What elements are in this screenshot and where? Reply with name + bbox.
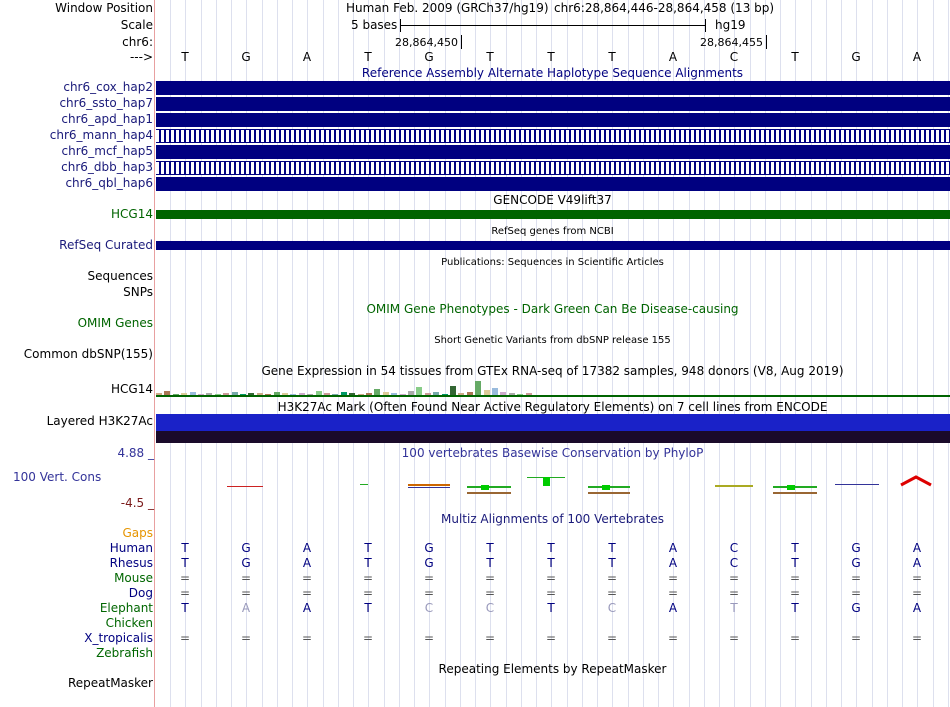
aligned-base: G: [241, 541, 251, 555]
refseq-track-title[interactable]: RefSeq genes from NCBI: [491, 226, 614, 237]
aligned-base: A: [912, 556, 922, 570]
aligned-base: =: [484, 586, 496, 600]
aligned-base: G: [424, 541, 434, 555]
haplotype-label[interactable]: chr6_mann_hap4: [49, 128, 153, 142]
phylop-mark-base-6c: [467, 492, 511, 494]
aligned-base: =: [911, 586, 923, 600]
species-label[interactable]: Rhesus: [109, 556, 153, 570]
species-label[interactable]: Chicken: [105, 616, 153, 630]
scale-bar: [400, 25, 706, 26]
phylop-mark-base-5a: [408, 484, 450, 486]
aligned-base: =: [362, 631, 374, 645]
aligned-base: =: [240, 571, 252, 585]
aligned-base: =: [301, 571, 313, 585]
publications-sequences-label[interactable]: Sequences: [87, 269, 153, 283]
species-label[interactable]: Dog: [128, 586, 153, 600]
species-label[interactable]: Human: [109, 541, 153, 555]
sequence-base: T: [791, 50, 799, 64]
phylop-mark-base-10: [715, 485, 753, 487]
ruler-tick-2: [766, 35, 767, 49]
aligned-base: =: [850, 631, 862, 645]
aligned-base: =: [911, 571, 923, 585]
phylop-mark-base-2: [227, 486, 263, 487]
aligned-base: T: [547, 601, 555, 615]
aligned-base: =: [179, 571, 191, 585]
phylop-mark-base-6b: [481, 485, 489, 490]
sequence-base: T: [364, 50, 372, 64]
repeatmasker-label[interactable]: RepeatMasker: [67, 676, 153, 690]
aligned-base: A: [668, 556, 678, 570]
haplotype-label[interactable]: chr6_dbb_hap3: [61, 160, 153, 174]
phylop-mark-base-11b: [787, 485, 795, 490]
window-position-label: Window Position: [55, 1, 153, 15]
species-label[interactable]: Elephant: [99, 601, 153, 615]
sequence-base: T: [608, 50, 616, 64]
haplotype-alignment-bar[interactable]: [156, 81, 950, 95]
aligned-base: T: [791, 601, 799, 615]
db-name: hg19: [715, 18, 746, 32]
aligned-base: T: [608, 541, 616, 555]
aligned-base: =: [362, 586, 374, 600]
aligned-base: T: [181, 541, 189, 555]
gtex-tissue-bar[interactable]: [416, 387, 422, 395]
aligned-base: G: [851, 556, 861, 570]
phylop-mark-base-8c: [588, 492, 630, 494]
phylop-mark-base-7b: [543, 477, 550, 486]
aligned-base: =: [484, 631, 496, 645]
aligned-base: C: [729, 541, 739, 555]
aligned-base: =: [484, 571, 496, 585]
publications-track-title[interactable]: Publications: Sequences in Scientific Articles: [441, 257, 664, 268]
aligned-base: =: [179, 586, 191, 600]
haplotype-label[interactable]: chr6_cox_hap2: [63, 80, 153, 94]
aligned-base: =: [789, 571, 801, 585]
aligned-base: =: [911, 631, 923, 645]
aligned-base: G: [424, 556, 434, 570]
sequence-base: A: [302, 50, 312, 64]
aligned-base: T: [791, 541, 799, 555]
aligned-base: C: [607, 601, 617, 615]
phylop-mark-base-12: [835, 484, 879, 485]
label-column-divider: [154, 0, 155, 707]
aligned-base: =: [667, 571, 679, 585]
strand-label: --->: [129, 50, 153, 64]
gencode-gene-label[interactable]: HCG14: [111, 207, 153, 221]
haplotype-label[interactable]: chr6_apd_hap1: [61, 112, 153, 126]
aligned-base: A: [302, 556, 312, 570]
aligned-base: =: [301, 631, 313, 645]
aligned-base: C: [424, 601, 434, 615]
omim-genes-label[interactable]: OMIM Genes: [77, 316, 153, 330]
aligned-base: A: [912, 601, 922, 615]
haplotype-alignment-bar[interactable]: [156, 177, 950, 191]
sequence-base: T: [181, 50, 189, 64]
scale-bar-left-tick: [400, 19, 401, 32]
ruler-tick-label-2: 28,864,455: [700, 36, 763, 49]
aligned-base: =: [606, 631, 618, 645]
phylop-min-label: -4.5 _: [120, 496, 154, 510]
gtex-gene-label[interactable]: HCG14: [111, 382, 153, 396]
haplotype-alignment-bar[interactable]: [156, 113, 950, 127]
dbsnp-track-title[interactable]: Short Genetic Variants from dbSNP release 155: [434, 335, 671, 346]
aligned-base: T: [486, 556, 494, 570]
sequence-base: G: [241, 50, 251, 64]
aligned-base: A: [302, 541, 312, 555]
phylop-mark-base-4: [360, 484, 368, 485]
h3k27ac-label[interactable]: Layered H3K27Ac: [46, 414, 153, 428]
repeatmasker-track-title[interactable]: Repeating Elements by RepeatMasker: [438, 662, 667, 676]
haplotype-label[interactable]: chr6_ssto_hap7: [59, 96, 153, 110]
phylop-max-label: 4.88 _: [117, 446, 154, 460]
gencode-gene-bar[interactable]: [156, 210, 950, 219]
h3k27ac-track-title[interactable]: H3K27Ac Mark (Often Found Near Active Regulatory Elements) on 7 cell lines from ENCODE: [277, 400, 828, 414]
phylop-mark-base-11c: [773, 492, 817, 494]
publications-snps-label[interactable]: SNPs: [123, 285, 153, 299]
h3k27ac-signal[interactable]: [156, 414, 950, 431]
aligned-base: =: [667, 586, 679, 600]
aligned-base: =: [545, 631, 557, 645]
gaps-label[interactable]: Gaps: [122, 526, 153, 540]
haplotype-label[interactable]: chr6_qbl_hap6: [65, 176, 153, 190]
scale-bases-text: 5 bases: [351, 18, 398, 32]
aligned-base: T: [364, 556, 372, 570]
species-label[interactable]: X_tropicalis: [84, 631, 153, 645]
phylop-label[interactable]: 100 Vert. Cons: [13, 470, 102, 484]
haplotype-alignment-bar[interactable]: [156, 129, 950, 143]
gtex-gene-line: [156, 395, 950, 397]
aligned-base: =: [850, 571, 862, 585]
aligned-base: T: [181, 601, 189, 615]
sequence-base: T: [547, 50, 555, 64]
multiz-track-title[interactable]: Multiz Alignments of 100 Vertebrates: [440, 512, 665, 526]
ruler-tick-1: [461, 35, 462, 49]
haplotype-label[interactable]: chr6_mcf_hap5: [61, 144, 153, 158]
aligned-base: =: [240, 631, 252, 645]
assembly-name: Human Feb. 2009 (GRCh37/hg19): [346, 1, 549, 15]
window-position-text[interactable]: chr6:28,864,446-28,864,458 (13 bp): [554, 1, 775, 15]
haplotype-alignment-bar[interactable]: [156, 161, 950, 175]
sequence-base: A: [668, 50, 678, 64]
h3k27ac-signal-dark[interactable]: [156, 431, 950, 443]
aligned-base: =: [667, 631, 679, 645]
aligned-base: T: [730, 601, 738, 615]
aligned-base: C: [729, 556, 739, 570]
phylop-plot[interactable]: [155, 470, 950, 500]
gencode-track-title[interactable]: GENCODE V49lift37: [493, 193, 612, 207]
aligned-base: T: [486, 541, 494, 555]
scale-label: Scale: [120, 18, 153, 32]
phylop-mark-base-5b: [408, 487, 450, 488]
gtex-tissue-bar[interactable]: [475, 381, 481, 395]
aligned-base: =: [850, 586, 862, 600]
refseq-label[interactable]: RefSeq Curated: [59, 238, 153, 252]
aligned-base: T: [181, 556, 189, 570]
haplotype-alignment-bar[interactable]: [156, 145, 950, 159]
aligned-base: G: [241, 556, 251, 570]
aligned-base: T: [608, 556, 616, 570]
sequence-base: C: [729, 50, 739, 64]
aligned-base: A: [302, 601, 312, 615]
aligned-base: =: [301, 586, 313, 600]
haplotype-alignment-bar[interactable]: [156, 97, 950, 111]
sequence-base: G: [851, 50, 861, 64]
aligned-base: =: [606, 571, 618, 585]
aligned-base: A: [668, 601, 678, 615]
aligned-base: =: [545, 571, 557, 585]
aligned-base: =: [789, 586, 801, 600]
aligned-base: T: [791, 556, 799, 570]
aligned-base: T: [364, 541, 372, 555]
phylop-marks: [227, 477, 931, 494]
sequence-base: A: [912, 50, 922, 64]
species-label[interactable]: Zebrafish: [96, 646, 153, 660]
gtex-tissue-bar[interactable]: [450, 386, 456, 395]
aligned-base: T: [364, 601, 372, 615]
aligned-base: =: [728, 631, 740, 645]
phylop-mark-base-13: [901, 477, 931, 485]
aligned-base: =: [179, 631, 191, 645]
aligned-base: T: [547, 541, 555, 555]
aligned-base: A: [241, 601, 251, 615]
omim-track-title[interactable]: OMIM Gene Phenotypes - Dark Green Can Be Disease-causing: [366, 302, 739, 316]
phylop-track-title[interactable]: 100 vertebrates Basewise Conservation by PhyloP: [401, 446, 704, 460]
aligned-base: =: [423, 571, 435, 585]
dbsnp-label[interactable]: Common dbSNP(155): [23, 347, 153, 361]
phylop-mark-base-8b: [602, 485, 610, 490]
sequence-base: G: [424, 50, 434, 64]
aligned-base: =: [240, 586, 252, 600]
aligned-base: =: [728, 586, 740, 600]
refseq-gene-bar[interactable]: [156, 241, 950, 250]
aligned-base: G: [851, 601, 861, 615]
species-label[interactable]: Mouse: [114, 571, 153, 585]
chrom-label: chr6:: [122, 35, 153, 49]
aligned-base: C: [485, 601, 495, 615]
aligned-base: =: [728, 571, 740, 585]
aligned-base: G: [851, 541, 861, 555]
aligned-base: T: [547, 556, 555, 570]
aligned-base: =: [423, 586, 435, 600]
aligned-base: =: [789, 631, 801, 645]
haplotypes-track-title[interactable]: Reference Assembly Alternate Haplotype Sequence Alignments: [361, 66, 744, 80]
sequence-base: T: [486, 50, 494, 64]
aligned-base: =: [606, 586, 618, 600]
scale-bar-right-tick: [705, 19, 706, 32]
aligned-base: A: [668, 541, 678, 555]
aligned-base: =: [545, 586, 557, 600]
gtex-tissue-bar[interactable]: [492, 388, 498, 395]
aligned-base: =: [362, 571, 374, 585]
aligned-base: =: [423, 631, 435, 645]
gtex-track-title[interactable]: Gene Expression in 54 tissues from GTEx RNA-seq of 17382 samples, 948 donors (V8, Aug 2019): [261, 364, 844, 378]
aligned-base: A: [912, 541, 922, 555]
ruler-tick-label-1: 28,864,450: [395, 36, 458, 49]
